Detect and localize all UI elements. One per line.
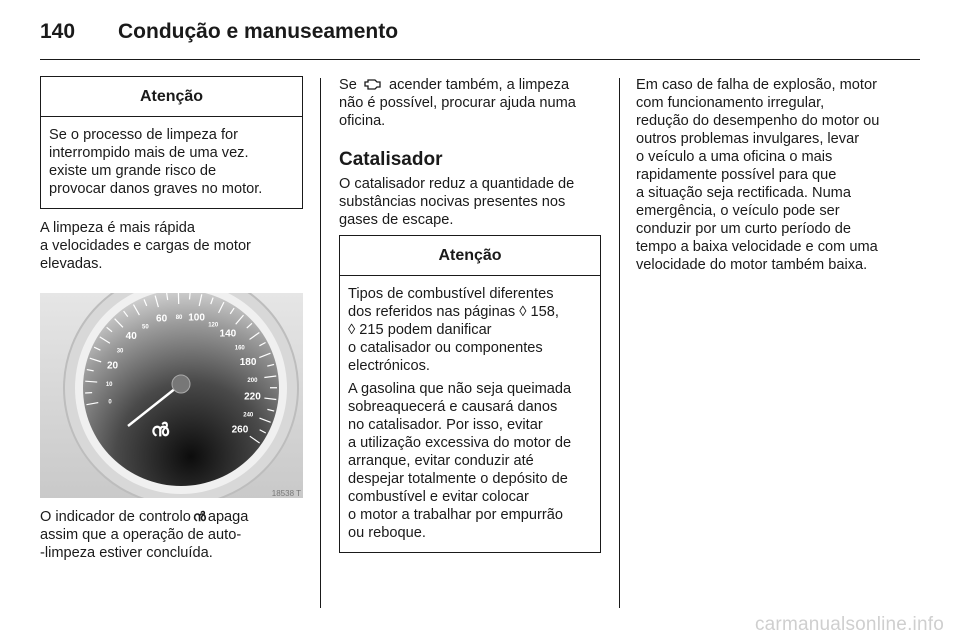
column-3 [636,76,902,274]
particle-filter-symbol: ൻ [151,420,169,440]
page-header [40,14,398,50]
speedometer-tick-label: 60 [156,313,168,325]
speedometer-tick-label: 200 [247,377,258,384]
speedometer-tick-label: 100 [188,312,205,324]
speedometer-tick-label: 50 [141,324,149,331]
particle-filter-icon: ൻ [192,509,206,524]
paragraph-misfire: Em caso de falha de explosão, motor com funcionamento irregular, redução do desempenho do motor ou outros problemas invulgares, levar o veículo a uma oficina o mais rapidamente possível para que a situação seja rectificada. Numa emergência, o veículo pode ser conduzir por um curto período de tempo a baixa velocidade e com uma velocidade do motor também baixa. [636,77,880,273]
column-divider-2 [619,78,620,608]
speedometer-illustration [40,293,303,498]
speedometer-tick-label: 30 [116,348,124,355]
speedometer-tick [85,381,97,382]
speedometer-figure [40,293,303,498]
warning-text: Se o processo de limpeza for interrompido mais de uma vez. existe um grande risco de provocar danos graves no motor. [49,127,263,197]
warning-body [41,117,302,208]
section-heading-catalisador: Catalisador [339,149,443,170]
chapter-title: Condução e manuseamento [118,20,399,43]
speedometer-tick [189,293,190,299]
speedometer-tick-label: 0 [108,399,112,406]
needle-hub [172,375,190,393]
speedometer-tick-label: 240 [243,412,254,419]
watermark: carmanualsonline.info [754,614,944,635]
warning-box-1 [40,76,303,209]
column-2 [339,76,601,553]
speedometer-tick-label: 260 [231,424,249,436]
warning-title: Atenção [41,77,302,117]
page-number: 140 [40,20,76,43]
paragraph-speed: A limpeza é mais rápida a velocidades e cargas de motor elevadas. [40,220,251,272]
page-ref-arrow-icon: ◊ [348,322,356,338]
paragraph-indicator: O indicador de controlo ൻ apaga assim que a operação de auto- -limpeza estiver concluída. [40,509,249,561]
speedometer-tick-label: 40 [125,330,137,342]
speedometer-tick-label: 220 [244,391,261,403]
speedometer-tick-label: 180 [239,356,257,368]
warning-body [340,276,600,552]
speedometer-tick-label: 20 [107,360,119,372]
page-ref-arrow-icon: ◊ [519,304,527,320]
figure-id: 18538 T [271,489,301,498]
speedometer-tick-label: 80 [175,315,183,322]
warning-title: Atenção [340,236,600,276]
speedometer-tick-label: 120 [208,322,219,329]
speedometer-tick-label: 140 [219,328,237,340]
speedometer-tick-label: 160 [234,345,245,352]
paragraph-catalyst: O catalisador reduz a quantidade de substâncias nocivas presentes nos gases de escape. [339,176,575,228]
warning-text-fuel: Tipos de combustível diferentes dos referidos nas páginas ◊ 158, ◊ 215 podem danificar o catalisador ou componentes electrónicos. [348,286,559,374]
check-engine-icon [363,76,383,94]
header-divider [40,59,920,60]
column-divider-1 [320,78,321,608]
warning-box-2 [339,235,601,553]
warning-text-petrol: A gasolina que não seja queimada sobreaquecerá e causará danos no catalisador. Por isso, evitar a utilização excessiva do motor de arranque, evitar conduzir até despejar totalmente o depósito de combustível e evitar colocar o motor a trabalhar por empurrão ou reboque. [348,381,572,541]
speedometer-tick-label: 10 [105,381,113,388]
column-1 [40,76,303,562]
paragraph-intro: Se acender também, a limpeza não é possível, procurar ajuda numa oficina. [339,77,576,129]
